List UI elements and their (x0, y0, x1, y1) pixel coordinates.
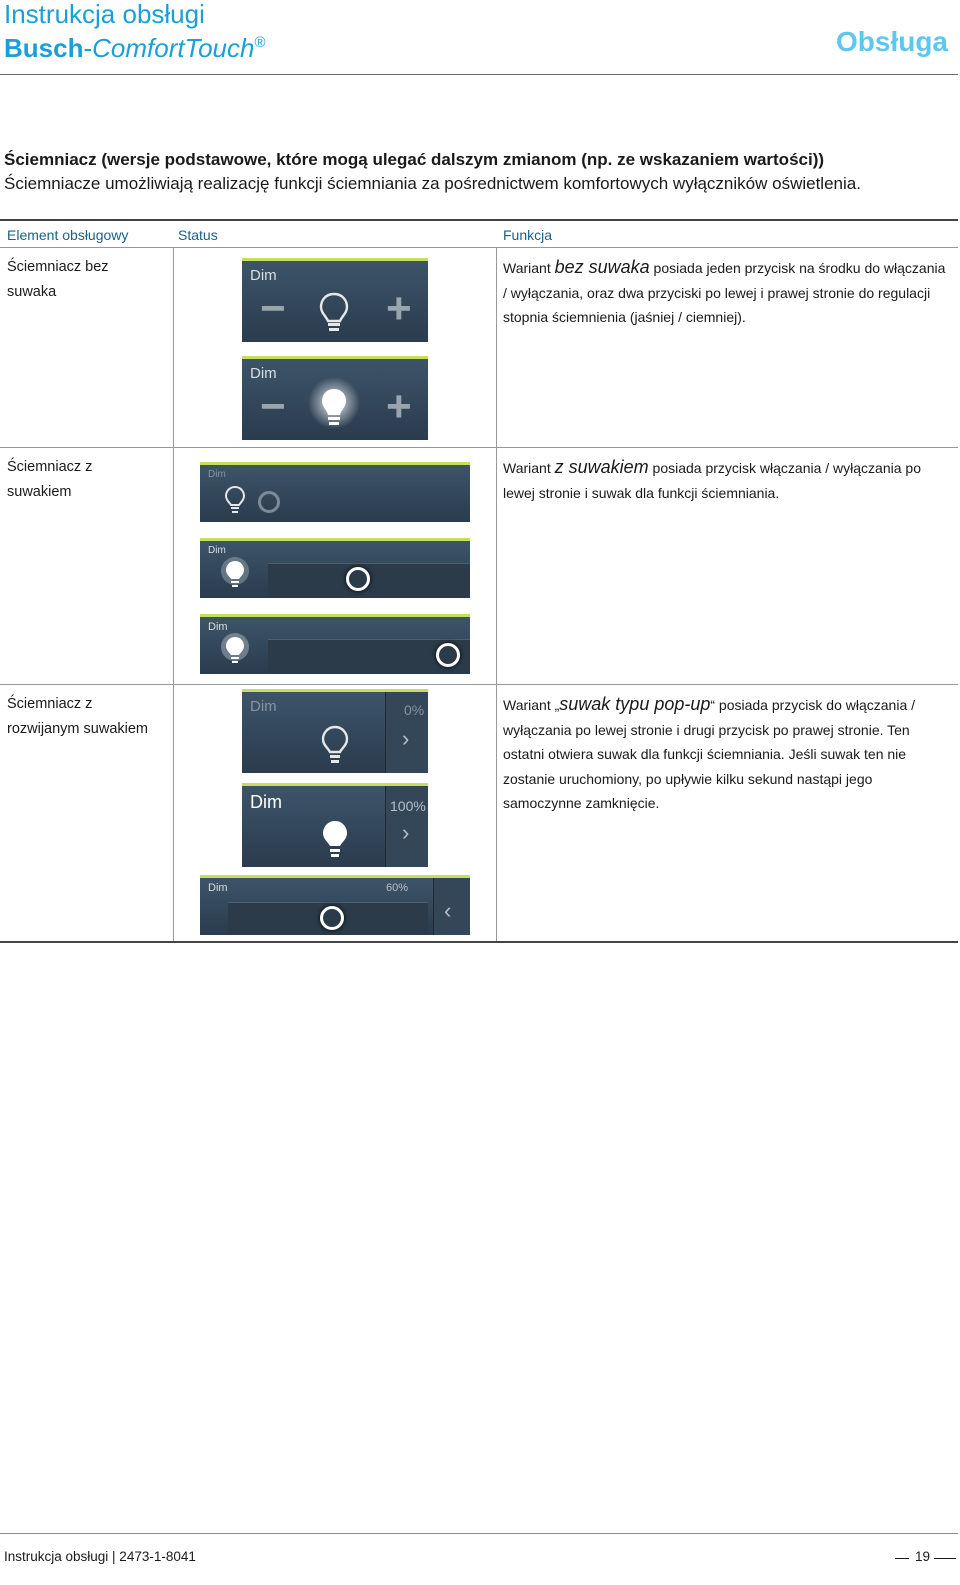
slider-handle[interactable] (346, 567, 370, 591)
function-cell: Wariant bez suwaka posiada jeden przycisk na środku do włączania / wyłączania, oraz dwa przyciski po lewej i prawej stronie do regulacji stopnia ściemnienia (jaśniej / ciemniej). (503, 257, 946, 325)
function-cell: Wariant „suwak typu pop-up“ posiada przycisk do włączania / wyłączania po lewej stronie i drugi przycisk po prawej stronie. Ten ostatni otwiera suwak dla funkcji ściemniania. Jeśli suwak ten nie zostanie uruchomiony, po upływie kilku sekund nastąpi jego samoczynne zamknięcie. (503, 694, 916, 811)
plus-icon[interactable]: + (386, 284, 412, 333)
page-header (4, 0, 266, 63)
col-header-element: Element obsługowy (7, 227, 129, 243)
function-cell: Wariant z suwakiem posiada przycisk włączania / wyłączania po lewej stronie i suwak dla funkcji ściemniania. (503, 457, 921, 501)
intro-block (4, 148, 956, 196)
minus-icon[interactable]: − (260, 284, 286, 333)
slider-panel-mid[interactable]: Dim (200, 538, 470, 598)
dimmer-panel-off[interactable]: Dim − + (242, 258, 428, 342)
col-header-status: Status (178, 227, 218, 243)
slider-panel-off[interactable]: Dim (200, 462, 470, 522)
table-row (0, 447, 958, 684)
intro-text: Ściemniacze umożliwiają realizację funkcji ściemniania za pośrednictwem komfortowych wyłączników oświetlenia. (4, 174, 861, 193)
bulb-lit-icon[interactable] (320, 818, 350, 860)
bulb-icon[interactable] (224, 485, 246, 515)
manual-title: Instrukcja obsługi (4, 0, 205, 29)
product-name: Busch-ComfortTouch® (4, 33, 266, 63)
bulb-icon[interactable] (318, 291, 350, 335)
popup-slider-expanded[interactable]: Dim 60% ‹ (200, 875, 470, 935)
popup-open-button[interactable]: 0% › (385, 692, 428, 773)
popup-dimmer-on[interactable]: Dim 100% › (242, 783, 428, 867)
chevron-left-icon: ‹ (444, 898, 452, 923)
bulb-icon[interactable] (320, 724, 350, 766)
footer-doc-id: Instrukcja obsługi | 2473-1-8041 (4, 1549, 196, 1564)
minus-icon[interactable]: − (260, 382, 286, 431)
table-header-row (0, 221, 958, 247)
bulb-lit-icon[interactable] (220, 633, 250, 669)
table-row (0, 247, 958, 447)
intro-heading: Ściemniacz (wersje podstawowe, które mogą ulegać dalszym zmianom (np. ze wskazaniem wartości)) (4, 150, 825, 169)
element-cell: Ściemniacz z suwakiem (7, 459, 93, 500)
slider-panel-full[interactable]: Dim (200, 614, 470, 674)
element-cell: Ściemniacz z rozwijanym suwakiem (7, 696, 149, 737)
chevron-right-icon: › (402, 726, 410, 751)
table-row (0, 684, 958, 941)
dimmer-table (0, 219, 958, 943)
slider-handle[interactable] (258, 491, 280, 513)
page-number: 19 (914, 1549, 930, 1564)
section-title: Obsługa (835, 26, 948, 57)
popup-close-button[interactable] (433, 878, 470, 935)
bulb-lit-icon[interactable] (220, 557, 250, 593)
footer-divider (0, 1533, 958, 1534)
popup-open-button[interactable]: 100% › (385, 786, 428, 867)
slider-handle[interactable] (436, 643, 460, 667)
plus-icon[interactable]: + (386, 382, 412, 431)
slider-handle[interactable] (320, 906, 344, 930)
chevron-right-icon: › (402, 820, 410, 845)
col-header-function: Funkcja (503, 227, 553, 243)
header-divider (0, 74, 958, 75)
popup-dimmer-off[interactable]: Dim 0% › (242, 689, 428, 773)
dimmer-panel-on[interactable]: Dim − + (242, 356, 428, 440)
bulb-lit-icon[interactable] (308, 377, 360, 439)
element-cell: Ściemniacz bez suwaka (7, 259, 109, 300)
